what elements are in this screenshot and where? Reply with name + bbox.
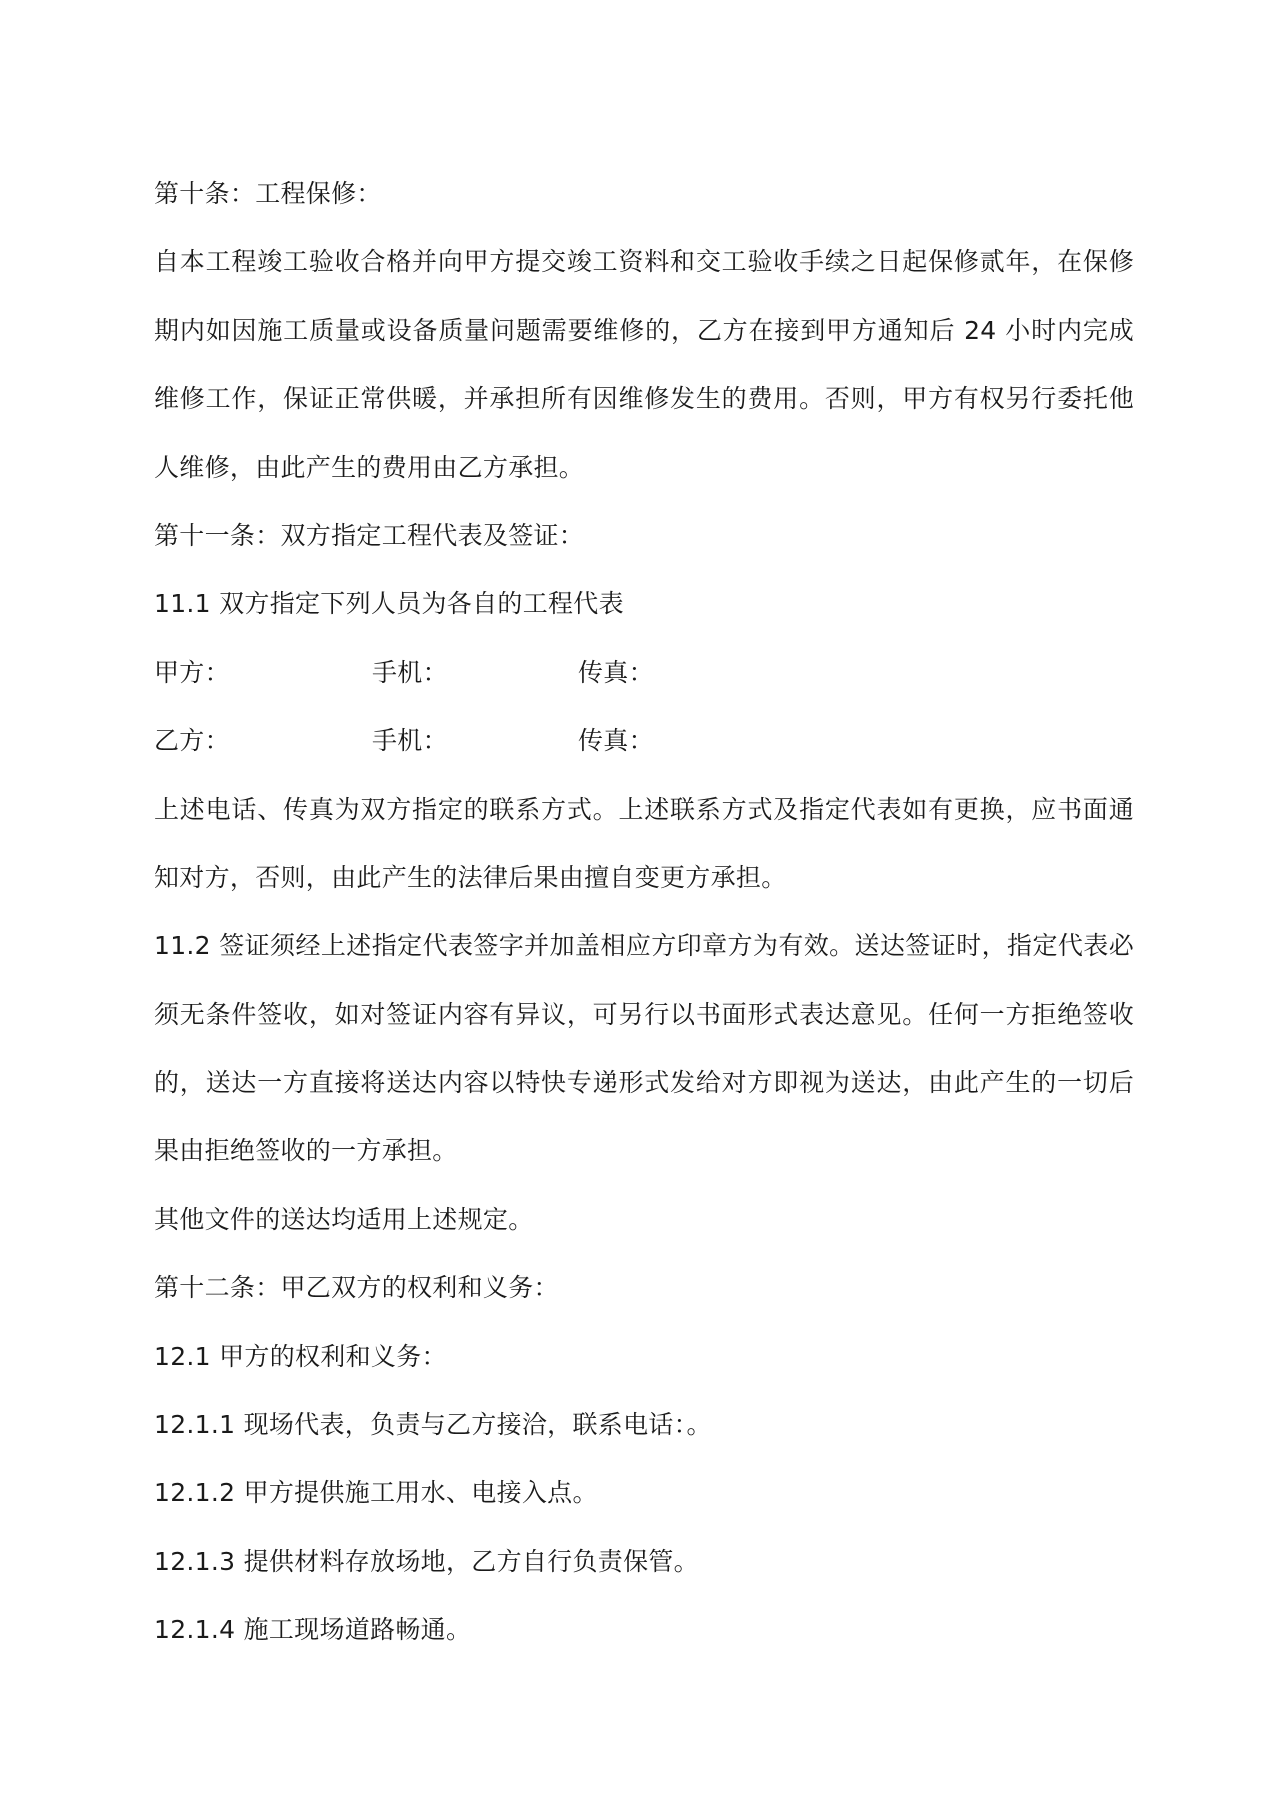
article-11-heading: 第十一条：双方指定工程代表及签证： [154, 520, 585, 550]
party-label: 甲方： [154, 657, 230, 687]
article-10-heading: 第十条：工程保修： [154, 179, 382, 208]
paragraph-line: 知对方，否则，由此产生的法律后果由擅自变更方承担。 [154, 862, 787, 892]
paragraph-line: 维修工作，保证正常供暖，并承担所有因维修发生的费用。否则，甲方有权另行委托他 [154, 384, 1134, 414]
clause-12-1-1: 12.1.1 现场代表，负责与乙方接洽，联系电话：。 [154, 1410, 712, 1440]
clause-11-2-line: 须无条件签收，如对签证内容有异议，可另行以书面形式表达意见。任何一方拒绝签收 [154, 999, 1134, 1029]
clause-11-2-line: 11.2 签证须经上述指定代表签字并加盖相应方印章方为有效。送达签证时，指定代表必 [154, 931, 1134, 961]
rep-row-party-a [154, 639, 1134, 707]
clause-11-1: 11.1 双方指定下列人员为各自的工程代表 [154, 589, 624, 619]
mobile-label: 手机： [372, 657, 448, 687]
party-label: 乙方： [154, 726, 230, 756]
clause-12-1: 12.1 甲方的权利和义务： [154, 1341, 447, 1371]
fax-label: 传真： [578, 726, 654, 756]
clause-12-1-2: 12.1.2 甲方提供施工用水、电接入点。 [154, 1478, 598, 1508]
clause-12-1-4: 12.1.4 施工现场道路畅通。 [154, 1615, 472, 1645]
clause-11-2-line: 果由拒绝签收的一方承担。 [154, 1136, 458, 1166]
fax-label: 传真： [578, 657, 654, 687]
article-12-heading: 第十二条：甲乙双方的权利和义务： [154, 1273, 559, 1303]
rep-row-party-b [154, 707, 1134, 775]
document-page [154, 160, 1134, 1665]
clause-12-1-3: 12.1.3 提供材料存放场地，乙方自行负责保管。 [154, 1546, 699, 1576]
paragraph-line: 期内如因施工质量或设备质量问题需要维修的，乙方在接到甲方通知后 24 小时内完成 [154, 315, 1134, 345]
paragraph-line: 人维修，由此产生的费用由乙方承担。 [154, 452, 585, 482]
paragraph-line: 其他文件的送达均适用上述规定。 [154, 1204, 534, 1234]
paragraph-line: 自本工程竣工验收合格并向甲方提交竣工资料和交工验收手续之日起保修贰年，在保修 [154, 247, 1134, 277]
paragraph-line: 上述电话、传真为双方指定的联系方式。上述联系方式及指定代表如有更换，应书面通 [154, 794, 1134, 824]
mobile-label: 手机： [372, 726, 448, 756]
clause-11-2-line: 的，送达一方直接将送达内容以特快专递形式发给对方即视为送达，由此产生的一切后 [154, 1068, 1134, 1098]
